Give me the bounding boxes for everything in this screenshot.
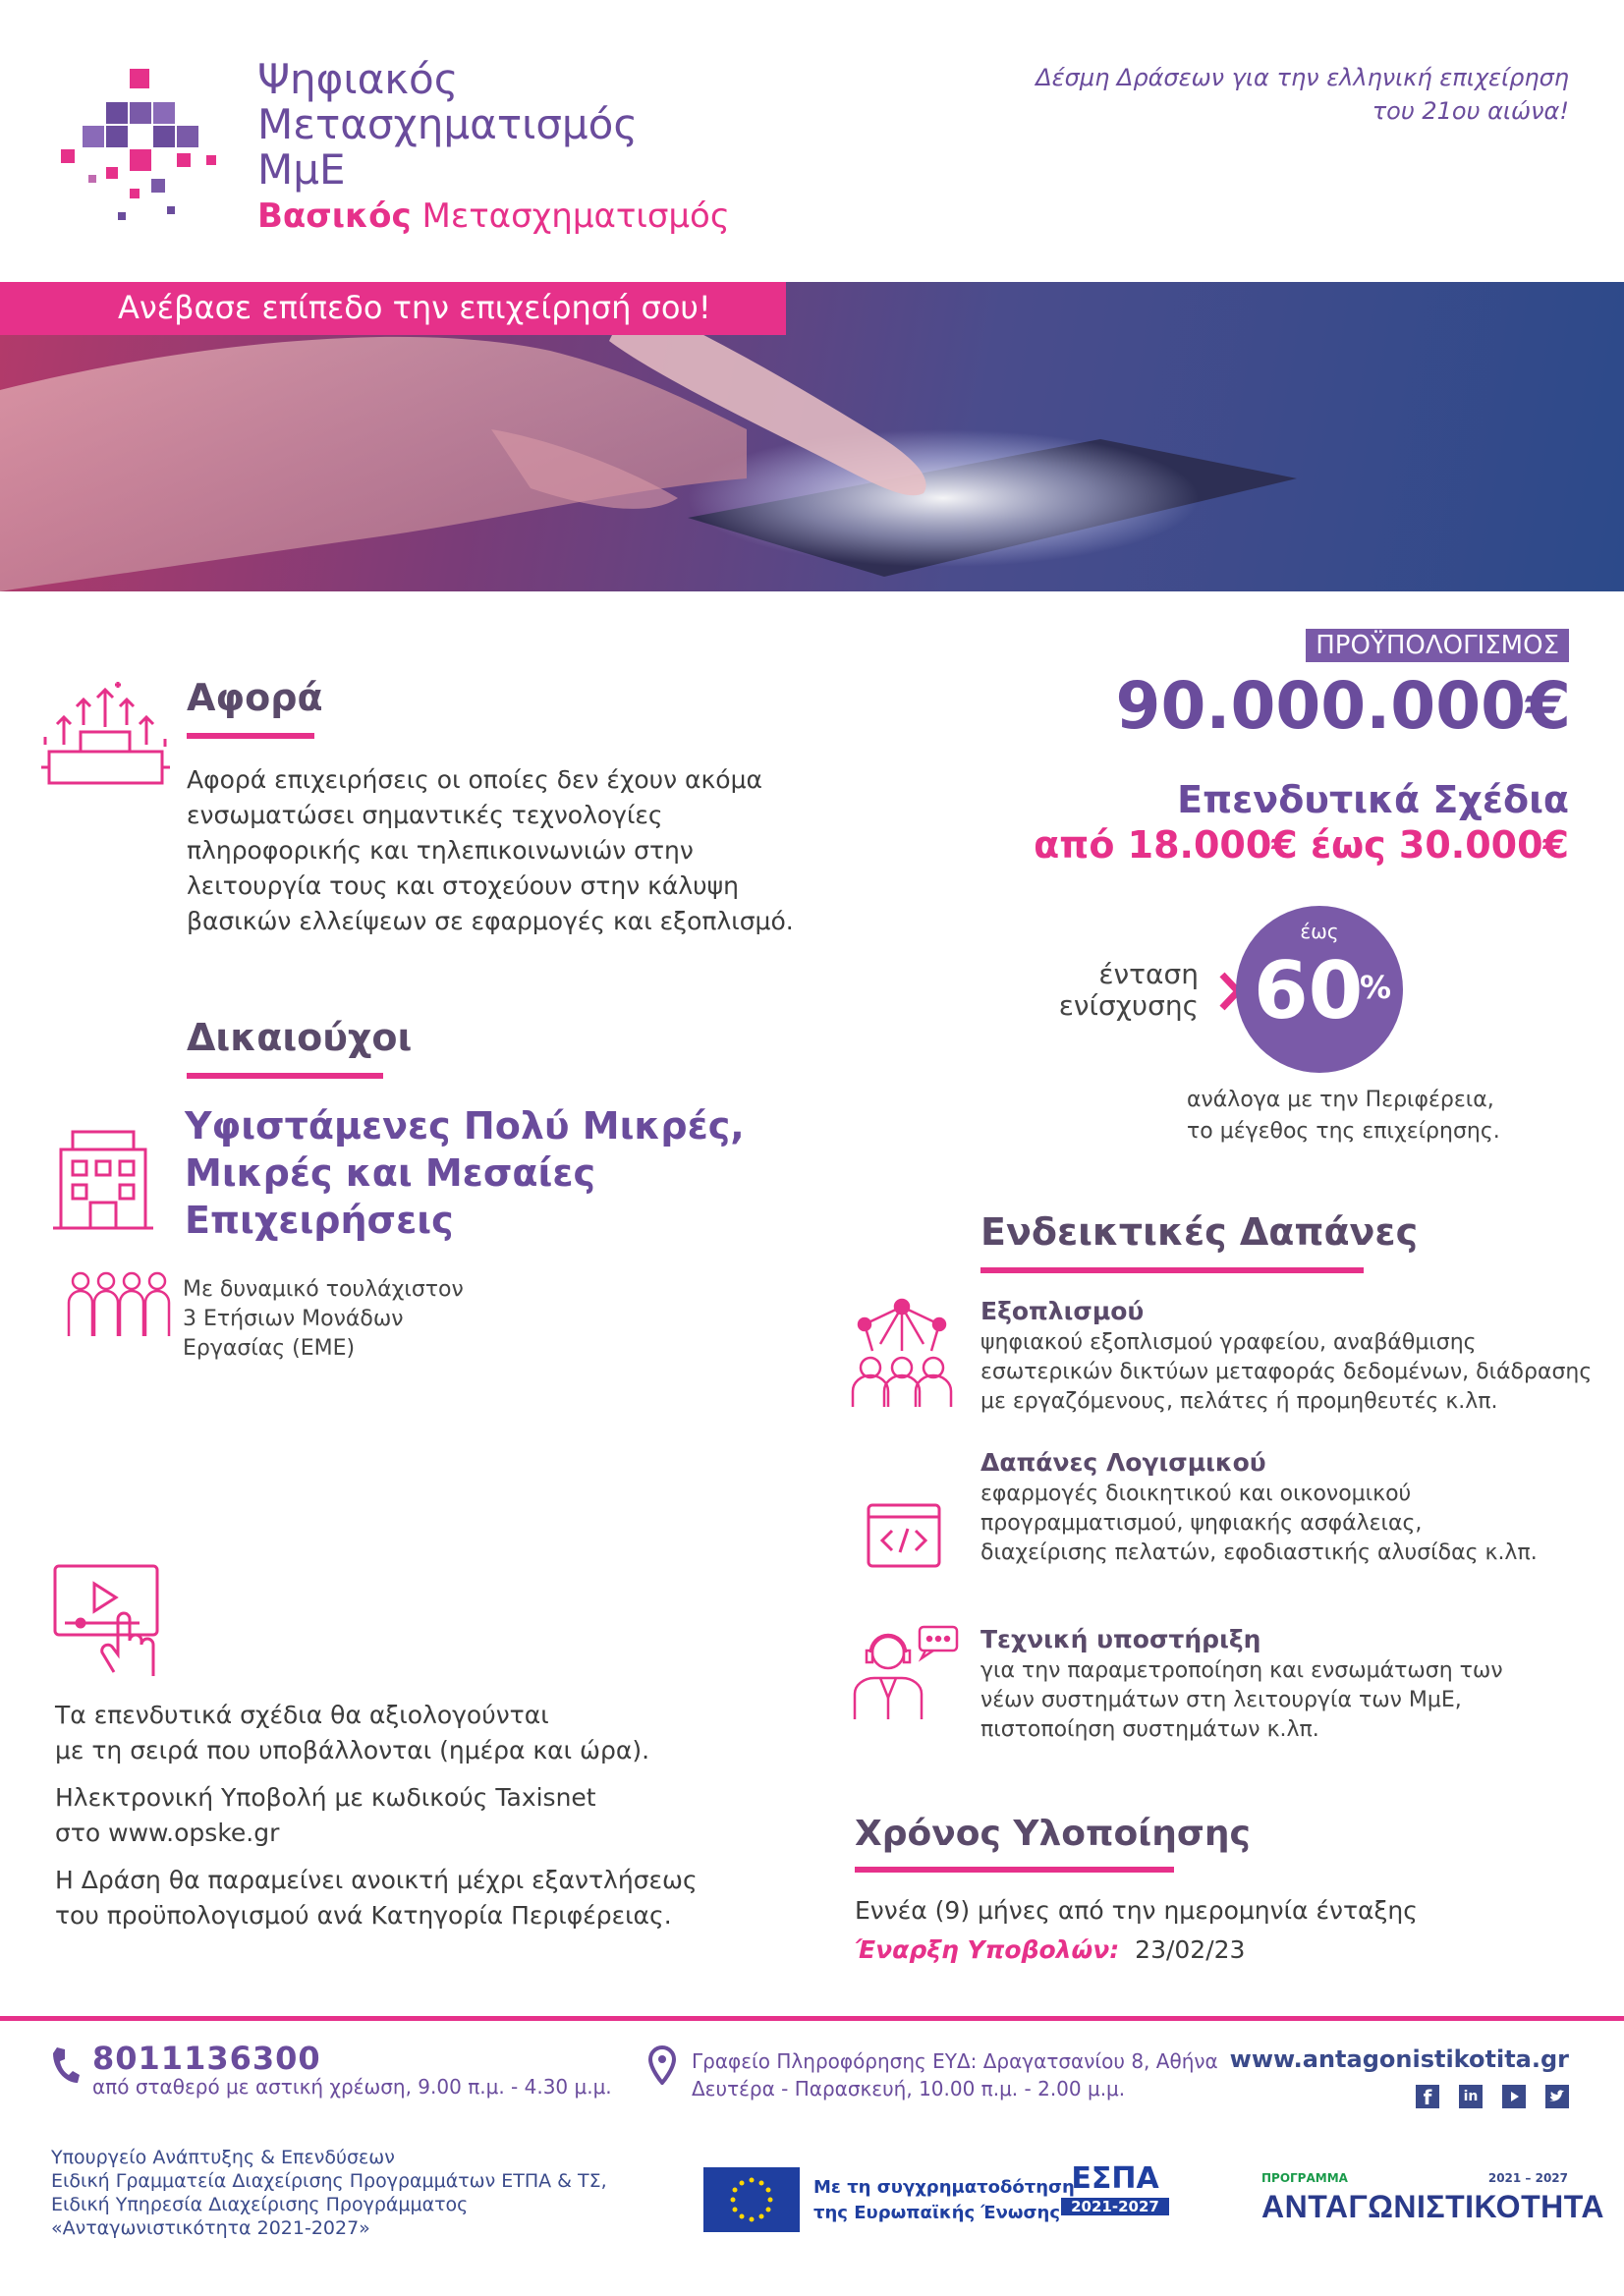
afora-line: λειτουργία τους και στοχεύουν στην κάλυψη [187, 871, 739, 900]
budget-amount: 90.000.000€ [1115, 668, 1571, 744]
ministry-line-2: Ειδική Γραμματεία Διαχείρισης Προγραμμάτων ΕΤΠΑ & ΤΣ, [51, 2170, 607, 2192]
slogan: Ανέβασε επίπεδο την επιχείρησή σου! [118, 289, 711, 326]
subtitle-bold: Βασικός [257, 196, 412, 236]
phone-note: από σταθερό με αστική χρέωση, 9.00 π.μ. - 4.30 μ.μ. [92, 2075, 612, 2099]
espa-logo [1061, 2161, 1169, 2215]
timeline-underline [855, 1867, 1174, 1873]
ministry-line-1: Υπουργείο Ανάπτυξης & Επενδύσεων [51, 2147, 395, 2168]
timeline-duration: Εννέα (9) μήνες από την ημερομηνία ένταξης [855, 1896, 1418, 1925]
beneficiaries-heading-line-1: Υφιστάμενες Πολύ Μικρές, [185, 1104, 745, 1148]
staff-line-1: Με δυναμικό τουλάχιστον [183, 1277, 464, 1302]
office-info [692, 2047, 1218, 2102]
eu-funding [813, 2175, 1075, 2226]
eu-flag-logo [703, 2167, 800, 2232]
footer-divider [0, 2016, 1624, 2021]
submission-text [55, 1698, 698, 1933]
budget-label: ΠΡΟΫΠΟΛΟΓΙΣΜΟΣ [1306, 629, 1569, 662]
staff-text [183, 1275, 464, 1364]
podium-icon [39, 678, 172, 791]
budget-note-line-2: το μέγεθος της επιχείρησης. [1187, 1119, 1500, 1144]
afora-line: βασικών ελλείψεων σε εφαρμογές και εξοπλισμό. [187, 907, 794, 935]
phone-number[interactable]: 8011136300 [92, 2040, 321, 2077]
tagline-line-2: του 21ου αιώνα! [1372, 97, 1569, 125]
expense-item-line: με εργαζόμενους, πελάτες ή προμηθευτές κ.λπ. [980, 1389, 1498, 1414]
expenses-underline [980, 1267, 1364, 1273]
location-pin-icon [648, 2045, 676, 2085]
upto-label: έως [1300, 920, 1339, 943]
social-icons [1416, 2085, 1569, 2108]
tagline-line-1: Δέσμη Δράσεων για την ελληνική επιχείρηση [1036, 64, 1569, 91]
office-line-2: Δευτέρα - Παρασκευή, 10.00 π.μ. - 2.00 μ.μ. [692, 2077, 1126, 2100]
beneficiaries-underline [187, 1073, 383, 1079]
afora-text [187, 762, 794, 939]
submission-line: στο www.opske.gr [55, 1819, 280, 1847]
beneficiaries-heading-line-2: Μικρές και Μεσαίες [185, 1151, 596, 1195]
timeline-start [855, 1935, 1245, 1964]
people-icon [65, 1267, 173, 1338]
beneficiaries-heading-line-3: Επιχειρήσεις [185, 1199, 454, 1242]
start-date: 23/02/23 [1135, 1935, 1246, 1964]
submission-p2 [55, 1780, 698, 1851]
expense-item-software [980, 1446, 1538, 1568]
espa-name: ΕΣΠΑ [1071, 2161, 1159, 2196]
eu-line-2: της Ευρωπαϊκής Ένωσης [813, 2203, 1061, 2223]
timeline-title: Χρόνος Υλοποίησης [855, 1814, 1251, 1854]
phone-icon [51, 2045, 81, 2085]
expense-item-equipment [980, 1295, 1592, 1417]
expense-item-line: εσωτερικών δικτύων μεταφοράς δεδομένων, διάδρασης [980, 1360, 1593, 1384]
tagline [1036, 61, 1569, 128]
program-years: 2021 – 2027 [1487, 2171, 1568, 2185]
submission-line: με τη σειρά που υποβάλλονται (ημέρα και ώρα). [55, 1736, 650, 1764]
ministry-line-4: «Ανταγωνιστικότητα 2021-2027» [51, 2217, 370, 2239]
expense-item-line: διαχείρισης πελατών, εφοδιαστικής αλυσίδας κ.λπ. [980, 1540, 1538, 1565]
title-line-2: Μετασχηματισμός [257, 100, 639, 148]
hero-banner [0, 282, 1624, 591]
expense-item-title: Τεχνική υποστήριξη [980, 1625, 1261, 1653]
expenses-title: Ενδεικτικές Δαπάνες [980, 1210, 1419, 1254]
facebook-icon[interactable]: f [1416, 2085, 1439, 2108]
start-label: Έναρξη Υποβολών: [855, 1935, 1120, 1964]
ministry-line-3: Ειδική Υπηρεσία Διαχείρισης Προγράμματος [51, 2194, 469, 2215]
submission-p3 [55, 1863, 698, 1933]
ministry-info [51, 2146, 607, 2240]
budget-note [1187, 1085, 1500, 1148]
intensity-line-2: ενίσχυσης [1058, 989, 1199, 1022]
office-line-1: Γραφείο Πληροφόρησης ΕΥΔ: Δραγατσανίου 8, Αθήνα [692, 2049, 1218, 2073]
intensity-label [1041, 959, 1199, 1022]
expense-item-support [980, 1623, 1503, 1745]
code-window-icon [865, 1501, 943, 1570]
expense-item-line: προγραμματισμού, ψηφιακής ασφάλειας, [980, 1511, 1423, 1536]
title-line-1: Ψηφιακός [257, 55, 459, 103]
expense-item-line: πιστοποίηση συστημάτων κ.λπ. [980, 1717, 1319, 1742]
expense-item-line: για την παραμετροποίηση και ενσωμάτωση των [980, 1658, 1503, 1683]
expense-item-title: Εξοπλισμού [980, 1297, 1145, 1325]
staff-line-2: 3 Ετήσιων Μονάδων [183, 1307, 404, 1331]
linkedin-icon[interactable]: in [1459, 2085, 1483, 2108]
program-logo [1261, 2171, 1604, 2225]
submission-p1 [55, 1698, 698, 1768]
logo-mark [49, 59, 236, 226]
staff-line-3: Εργασίας (ΕΜΕ) [183, 1336, 356, 1361]
intensity-line-1: ένταση [1098, 958, 1199, 990]
afora-line: Αφορά επιχειρήσεις οι οποίες δεν έχουν ακόμα [187, 765, 762, 794]
subtitle [257, 193, 730, 240]
eu-line-1: Με τη συγχρηματοδότηση [813, 2177, 1075, 2198]
twitter-icon[interactable] [1545, 2085, 1569, 2108]
website-link[interactable]: www.antagonistikotita.gr [1229, 2045, 1569, 2073]
budget-note-line-1: ανάλογα με την Περιφέρεια, [1187, 1088, 1494, 1112]
network-icon [851, 1297, 954, 1410]
youtube-icon[interactable] [1502, 2085, 1526, 2108]
afora-line: πληροφορικής και τηλεπικοινωνιών στην [187, 836, 694, 865]
program-name: ΑΝΤΑΓΩΝΙΣΤΙΚΟΤΗΤΑ [1261, 2189, 1604, 2224]
submission-line: του προϋπολογισμού ανά Κατηγορία Περιφέρειας. [55, 1901, 672, 1930]
espa-years: 2021-2027 [1061, 2198, 1169, 2215]
subtitle-rest: Μετασχηματισμός [421, 196, 730, 236]
expense-item-line: ψηφιακού εξοπλισμού γραφείου, αναβάθμισης [980, 1330, 1477, 1355]
title-line-3: ΜμΕ [257, 145, 346, 194]
submission-line: Τα επενδυτικά σχέδια θα αξιολογούνται [55, 1701, 549, 1729]
expense-item-line: νέων συστημάτων στη λειτουργία των ΜμΕ, [980, 1688, 1462, 1712]
plans-label: Επενδυτικά Σχέδια [1177, 778, 1569, 821]
expense-item-title: Δαπάνες Λογισμικού [980, 1448, 1266, 1477]
support-agent-icon [851, 1623, 959, 1721]
building-icon [51, 1128, 154, 1231]
beneficiaries-title: Δικαιούχοι [187, 1016, 413, 1059]
submission-line: Ηλεκτρονική Υποβολή με κωδικούς Taxisnet [55, 1783, 596, 1812]
plans-range: από 18.000€ έως 30.000€ [1034, 823, 1569, 867]
beneficiaries-heading [185, 1102, 745, 1244]
program-label: ΠΡΟΓΡΑΜΜΑ [1261, 2171, 1348, 2185]
percent-value: 60 [1254, 945, 1364, 1036]
percent-sign: % [1360, 969, 1392, 1006]
afora-line: ενσωματώσει σημαντικές τεχνολογίες [187, 801, 663, 829]
afora-title: Αφορά [187, 676, 323, 719]
expense-item-line: εφαρμογές διοικητικού και οικονομικού [980, 1482, 1412, 1506]
submission-line: Η Δράση θα παραμείνει ανοικτή μέχρι εξαντλήσεως [55, 1866, 698, 1894]
percent-badge [1236, 906, 1403, 1073]
video-click-icon [51, 1562, 169, 1680]
afora-underline [187, 733, 314, 739]
